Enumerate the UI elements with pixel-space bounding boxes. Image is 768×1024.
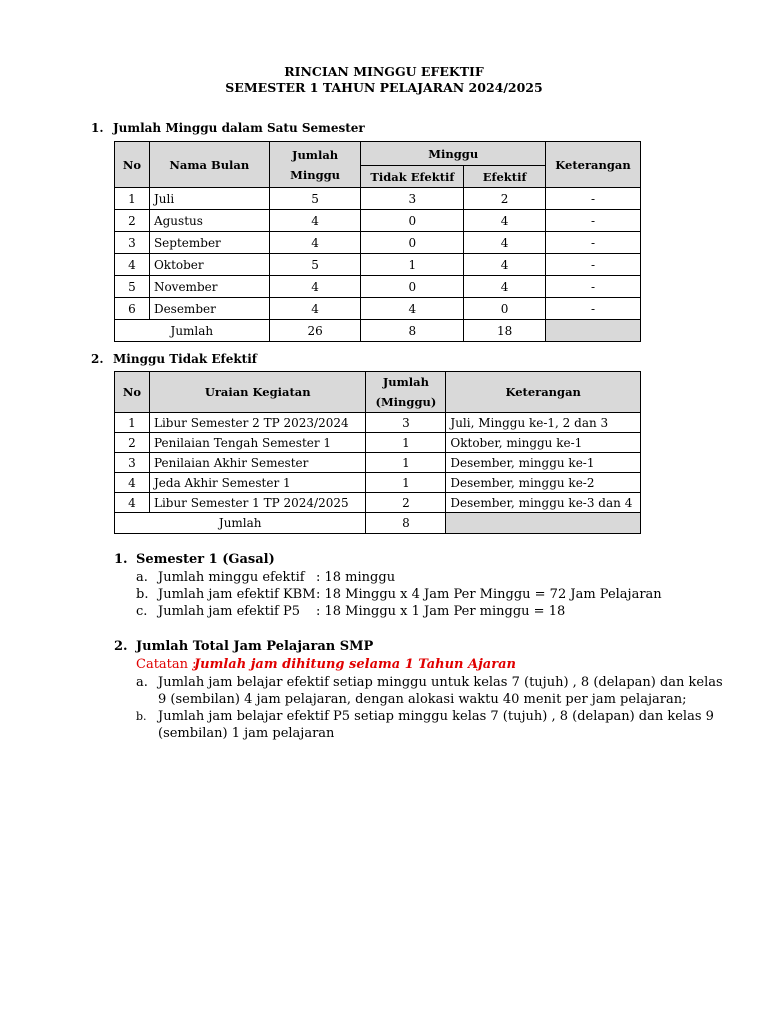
table-row (115, 413, 641, 433)
cell-jumlah: 3 (366, 413, 446, 433)
header-tidak-efektif: Tidak Efektif (361, 166, 464, 188)
cell-keterangan: Desember, minggu ke-2 (446, 473, 641, 493)
cell-tidak-efektif: 3 (361, 188, 464, 210)
summary1-item-value: : 18 Minggu x 4 Jam Per Minggu = 72 Jam Pelajaran (316, 587, 662, 602)
cell-bulan: Desember (149, 298, 269, 320)
summary2-item-letter: a. (136, 675, 148, 690)
total-tidak-efektif: 8 (361, 320, 464, 342)
cell-uraian: Libur Semester 1 TP 2024/2025 (149, 493, 365, 513)
cell-no: 4 (115, 254, 150, 276)
summary1-number: 1. (114, 552, 128, 567)
cell-bulan: November (149, 276, 269, 298)
cell-keterangan: - (546, 298, 641, 320)
section1-number: 1. (91, 121, 104, 135)
summary1-heading: Semester 1 (Gasal) (136, 552, 275, 567)
cell-bulan: Agustus (149, 210, 269, 232)
note-label: Catatan : (136, 657, 197, 672)
cell-efektif: 4 (464, 254, 546, 276)
cell-efektif: 4 (464, 232, 546, 254)
summary2-item-letter: b. (136, 710, 147, 723)
header-no: No (115, 142, 150, 188)
cell-no: 3 (115, 232, 150, 254)
cell-tidak-efektif: 0 (361, 210, 464, 232)
cell-keterangan: - (546, 232, 641, 254)
cell-efektif: 2 (464, 188, 546, 210)
section2-number: 2. (91, 352, 104, 366)
cell-bulan: September (149, 232, 269, 254)
summary1-item-letter: c. (136, 604, 148, 619)
inactive-weeks-table (114, 371, 641, 534)
table-row (115, 298, 641, 320)
header-jumlah-line2: (Minggu) (375, 395, 437, 409)
total-jumlah: 8 (366, 513, 446, 534)
cell-no: 6 (115, 298, 150, 320)
table-row (115, 188, 641, 210)
header-keterangan: Keterangan (546, 142, 641, 188)
table-row (115, 276, 641, 298)
summary1-item-label: Jumlah jam efektif P5 (158, 604, 300, 619)
total-jumlah: 26 (269, 320, 361, 342)
cell-bulan: Juli (149, 188, 269, 210)
table-row (115, 453, 641, 473)
total-efektif: 18 (464, 320, 546, 342)
cell-no: 1 (115, 413, 150, 433)
table-row (115, 210, 641, 232)
cell-no: 1 (115, 188, 150, 210)
cell-no: 2 (115, 210, 150, 232)
header-jumlah-minggu (269, 142, 361, 188)
summary2-item-line2: 9 (sembilan) 4 jam pelajaran, dengan alokasi waktu 40 menit per jam pelajaran; (158, 692, 687, 707)
cell-jumlah: 1 (366, 433, 446, 453)
cell-tidak-efektif: 0 (361, 276, 464, 298)
summary2-item-line2: (sembilan) 1 jam pelajaran (158, 726, 335, 741)
header-jumlah-minggu (366, 372, 446, 413)
summary2-item-line1: Jumlah jam belajar efektif setiap minggu untuk kelas 7 (tujuh) , 8 (delapan) dan kelas (158, 675, 723, 690)
cell-efektif: 0 (464, 298, 546, 320)
cell-jumlah: 4 (269, 276, 361, 298)
header-jumlah-line2: Minggu (290, 167, 341, 182)
total-row (115, 320, 641, 342)
cell-efektif: 4 (464, 210, 546, 232)
summary1-item-letter: a. (136, 570, 148, 585)
cell-tidak-efektif: 0 (361, 232, 464, 254)
cell-uraian: Penilaian Tengah Semester 1 (149, 433, 365, 453)
header-no: No (115, 372, 150, 413)
header-minggu: Minggu (361, 142, 546, 166)
total-row (115, 513, 641, 534)
table-row (115, 232, 641, 254)
weeks-table (114, 141, 641, 342)
header-efektif: Efektif (464, 166, 546, 188)
cell-jumlah: 5 (269, 254, 361, 276)
cell-no: 2 (115, 433, 150, 453)
cell-keterangan: - (546, 188, 641, 210)
cell-keterangan: Juli, Minggu ke-1, 2 dan 3 (446, 413, 641, 433)
cell-tidak-efektif: 4 (361, 298, 464, 320)
cell-uraian: Jeda Akhir Semester 1 (149, 473, 365, 493)
document-title: RINCIAN MINGGU EFEKTIF (284, 64, 484, 79)
document-subtitle: SEMESTER 1 TAHUN PELAJARAN 2024/2025 (225, 80, 543, 95)
table-row (115, 493, 641, 513)
cell-keterangan: Desember, minggu ke-1 (446, 453, 641, 473)
cell-jumlah: 4 (269, 298, 361, 320)
total-label: Jumlah (115, 320, 270, 342)
cell-no: 3 (115, 453, 150, 473)
cell-keterangan: - (546, 254, 641, 276)
cell-efektif: 4 (464, 276, 546, 298)
cell-jumlah: 1 (366, 453, 446, 473)
cell-keterangan: Oktober, minggu ke-1 (446, 433, 641, 453)
cell-jumlah: 5 (269, 188, 361, 210)
summary1-item-value: : 18 minggu (316, 570, 396, 585)
cell-jumlah: 4 (269, 232, 361, 254)
header-nama-bulan: Nama Bulan (149, 142, 269, 188)
header-jumlah-line1: Jumlah (292, 147, 339, 162)
cell-uraian: Libur Semester 2 TP 2023/2024 (149, 413, 365, 433)
section1-heading: Jumlah Minggu dalam Satu Semester (113, 121, 365, 135)
cell-keterangan: - (546, 210, 641, 232)
cell-jumlah: 1 (366, 473, 446, 493)
total-keterangan-empty (446, 513, 641, 534)
summary1-item-letter: b. (136, 587, 149, 602)
cell-jumlah: 2 (366, 493, 446, 513)
cell-no: 5 (115, 276, 150, 298)
cell-tidak-efektif: 1 (361, 254, 464, 276)
header-jumlah-line1: Jumlah (382, 375, 429, 389)
cell-no: 4 (115, 473, 150, 493)
table-row (115, 473, 641, 493)
summary2-number: 2. (114, 639, 128, 654)
cell-bulan: Oktober (149, 254, 269, 276)
total-label: Jumlah (115, 513, 366, 534)
summary1-item-value: : 18 Minggu x 1 Jam Per minggu = 18 (316, 604, 566, 619)
summary1-item-label: Jumlah jam efektif KBM (158, 587, 316, 602)
table-row (115, 433, 641, 453)
cell-jumlah: 4 (269, 210, 361, 232)
cell-uraian: Penilaian Akhir Semester (149, 453, 365, 473)
note-text: Jumlah jam dihitung selama 1 Tahun Ajaran (194, 657, 516, 672)
cell-no: 4 (115, 493, 150, 513)
header-keterangan: Keterangan (446, 372, 641, 413)
cell-keterangan: Desember, minggu ke-3 dan 4 (446, 493, 641, 513)
summary2-heading: Jumlah Total Jam Pelajaran SMP (136, 639, 374, 654)
summary2-item-line1: Jumlah jam belajar efektif P5 setiap minggu kelas 7 (tujuh) , 8 (delapan) dan kelas 9 (158, 709, 714, 724)
section2-heading: Minggu Tidak Efektif (113, 352, 257, 366)
table-row (115, 254, 641, 276)
cell-keterangan: - (546, 276, 641, 298)
summary1-item-label: Jumlah minggu efektif (158, 570, 305, 585)
header-uraian: Uraian Kegiatan (149, 372, 365, 413)
total-keterangan-empty (546, 320, 641, 342)
